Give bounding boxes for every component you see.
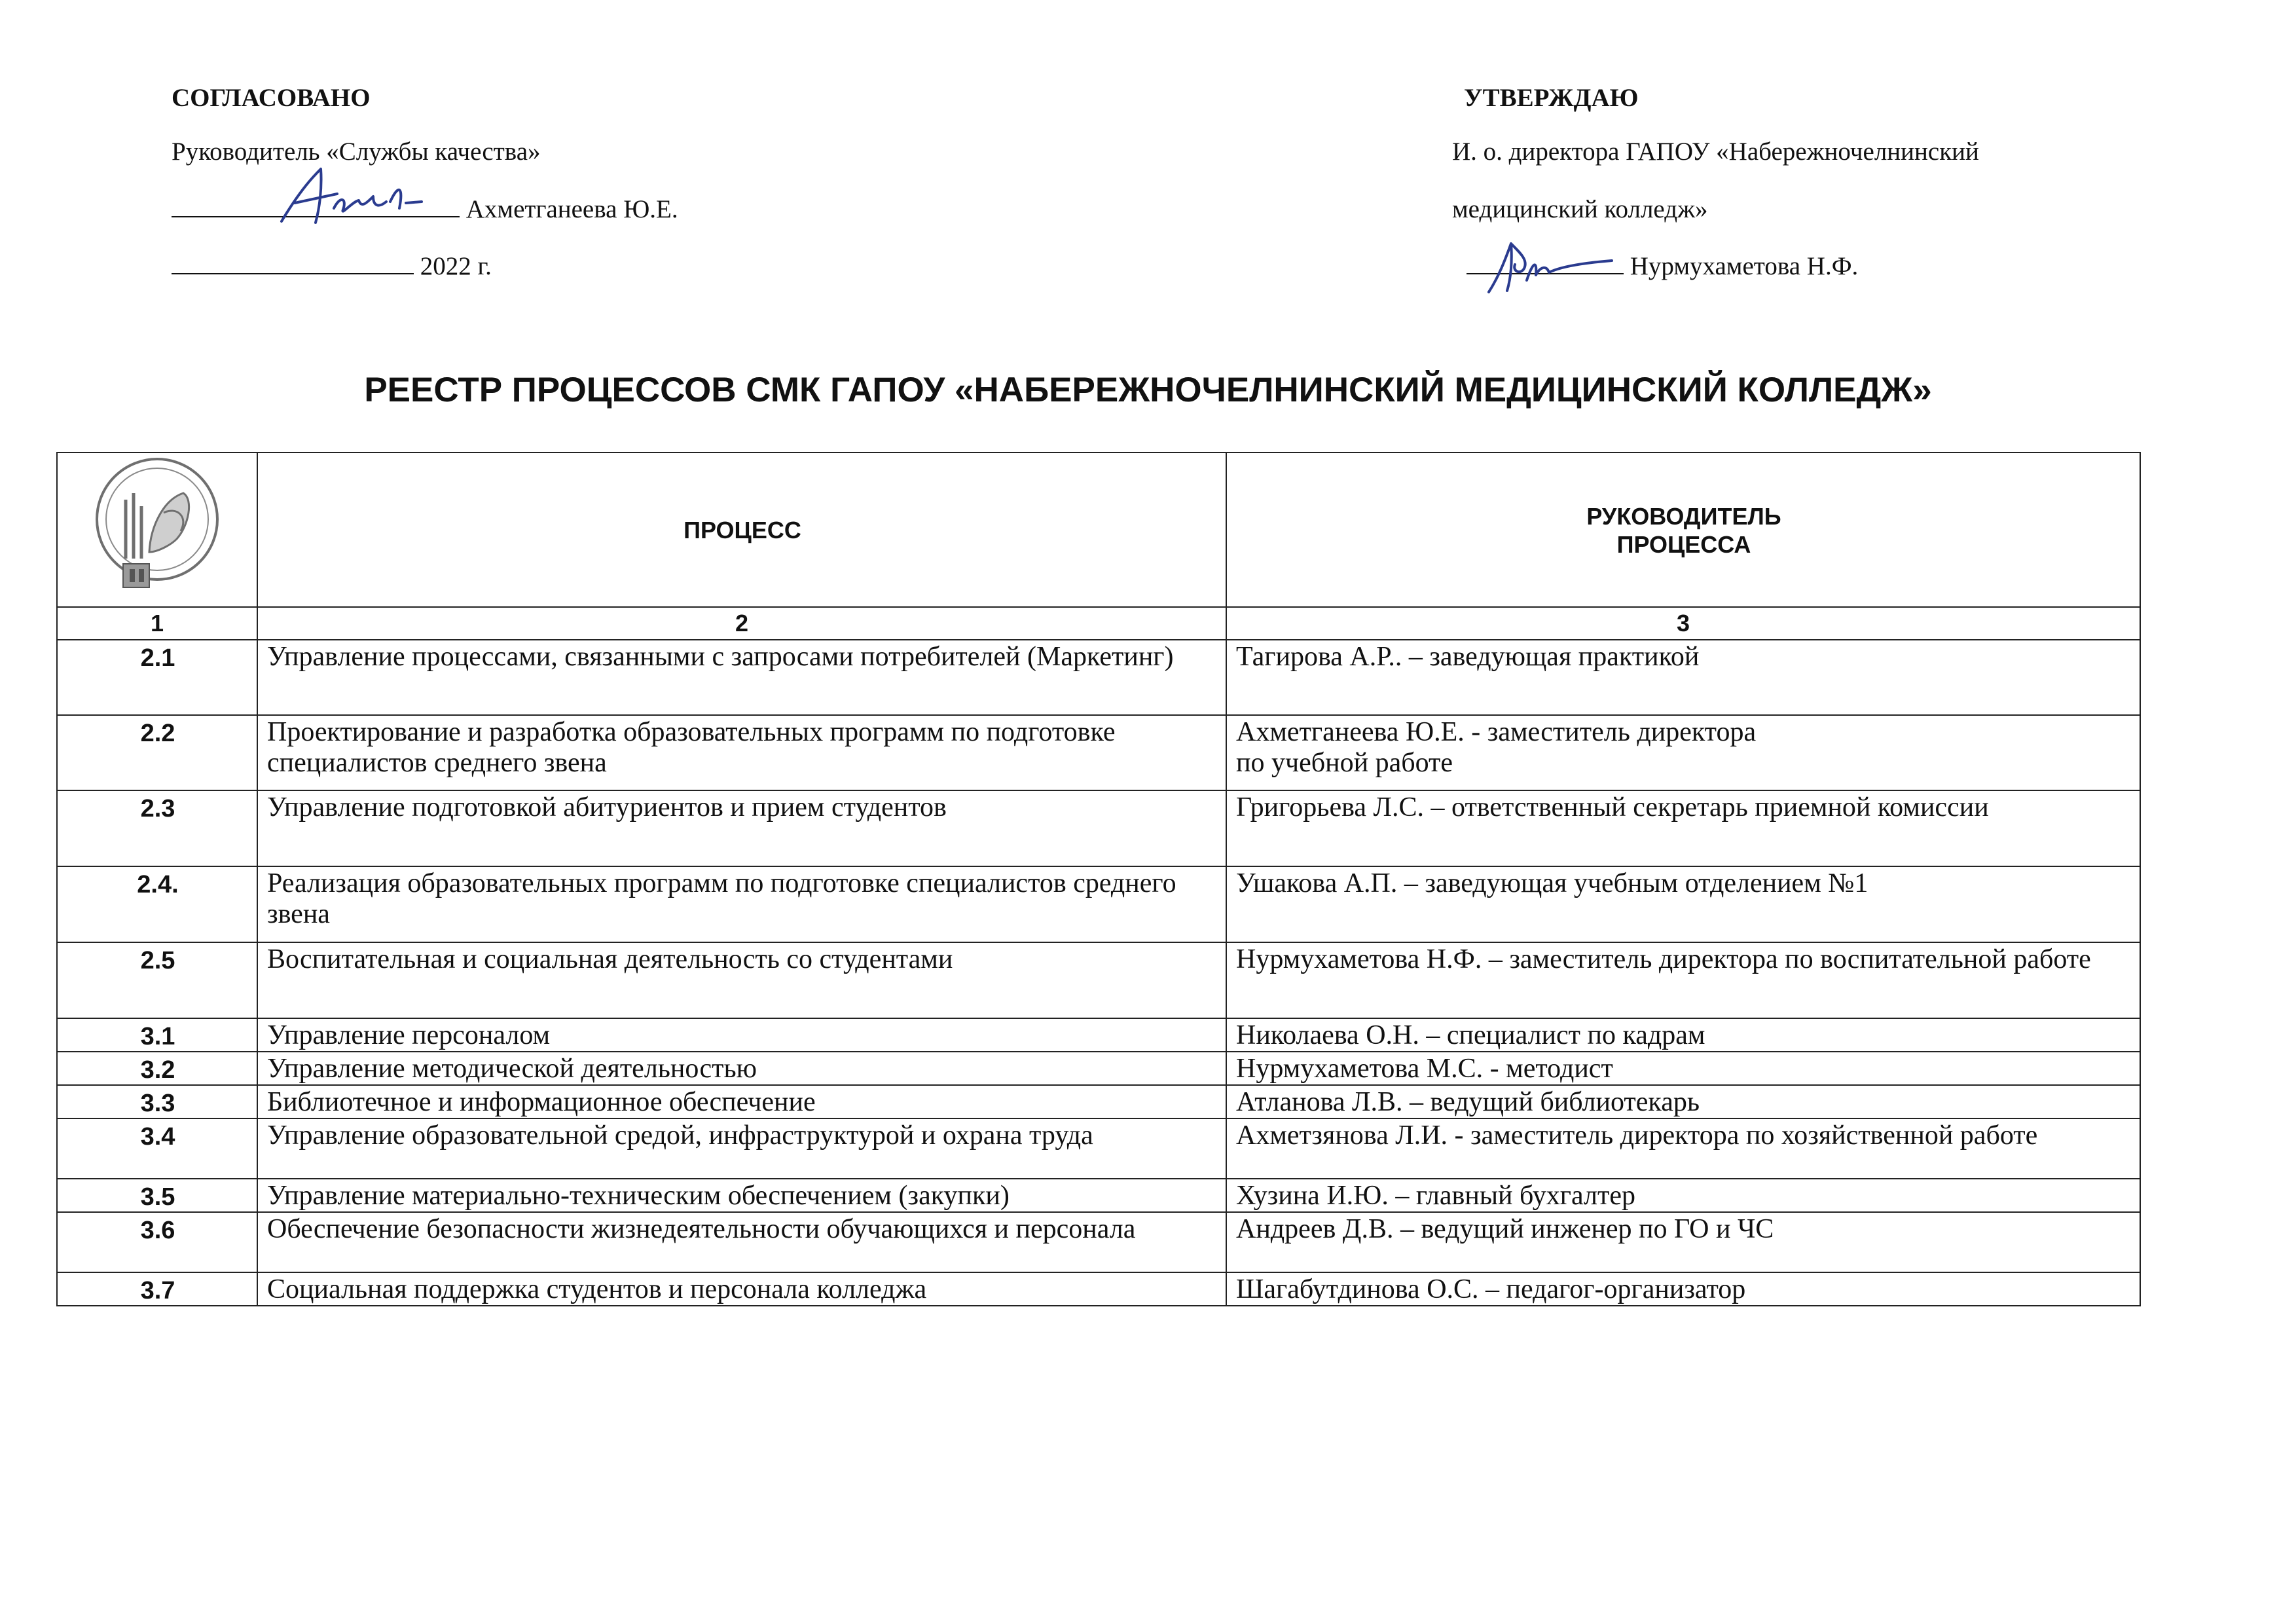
row-number: 2.1 — [57, 640, 257, 715]
left-date: 2022 г. — [420, 252, 492, 280]
row-process: Реализация образовательных программ по подготовке специалистов среднего звена — [257, 866, 1226, 942]
row-owner: Николаева О.Н. – специалист по кадрам — [1226, 1018, 2140, 1052]
row-owner: Шагабутдинова О.С. – педагог-организатор — [1226, 1272, 2140, 1306]
right-position-line2: медицинский колледж» — [1452, 195, 1708, 223]
column-number: 2 — [257, 607, 1226, 640]
row-owner: Атланова Л.В. – ведущий библиотекарь — [1226, 1085, 2140, 1118]
left-signature-name: Ахметганеева Ю.Е. — [465, 195, 678, 223]
signature-right-icon — [1481, 234, 1625, 300]
table-row — [57, 866, 2140, 942]
row-process: Управление материально-техническим обеспечением (закупки) — [257, 1179, 1226, 1212]
row-process: Управление образовательной средой, инфраструктурой и охрана труда — [257, 1118, 1226, 1179]
table-row — [57, 1212, 2140, 1272]
row-process: Управление персоналом — [257, 1018, 1226, 1052]
logo-cell — [57, 452, 257, 607]
date-underline — [172, 273, 414, 274]
column-header-owner-line2: ПРОЦЕССА — [1616, 531, 1751, 558]
approved-heading: СОГЛАСОВАНО — [172, 84, 371, 112]
table-row — [57, 1085, 2140, 1118]
row-process: Управление процессами, связанными с запросами потребителей (Маркетинг) — [257, 640, 1226, 715]
row-process: Библиотечное и информационное обеспечение — [257, 1085, 1226, 1118]
row-owner: Ушакова А.П. – заведующая учебным отделением №1 — [1226, 866, 2140, 942]
signature-left-icon — [275, 162, 432, 234]
column-header-owner-line1: РУКОВОДИТЕЛЬ — [1586, 502, 1781, 530]
table-row — [57, 942, 2140, 1018]
row-number: 3.2 — [57, 1052, 257, 1085]
row-owner: Ахметзянова Л.И. - заместитель директора по хозяйственной работе — [1226, 1118, 2140, 1179]
column-header-process: ПРОЦЕСС — [257, 452, 1226, 607]
row-process: Проектирование и разработка образовательных программ по подготовке специалистов среднего звена — [257, 715, 1226, 790]
table-row — [57, 790, 2140, 866]
row-number: 2.2 — [57, 715, 257, 790]
row-process: Обеспечение безопасности жизнедеятельности обучающихся и персонала — [257, 1212, 1226, 1272]
column-number-row — [57, 607, 2140, 640]
page-title: РЕЕСТР ПРОЦЕССОВ СМК ГАПОУ «НАБЕРЕЖНОЧЕЛНИНСКИЙ МЕДИЦИНСКИЙ КОЛЛЕДЖ» — [364, 371, 1932, 409]
column-number: 1 — [57, 607, 257, 640]
row-number: 2.4. — [57, 866, 257, 942]
row-owner: Нурмухаметова Н.Ф. – заместитель директора по воспитательной работе — [1226, 942, 2140, 1018]
row-number: 3.4 — [57, 1118, 257, 1179]
row-number: 3.1 — [57, 1018, 257, 1052]
right-signature-name: Нурмухаметова Н.Ф. — [1630, 252, 1859, 280]
row-process: Управление методической деятельностью — [257, 1052, 1226, 1085]
row-number: 2.3 — [57, 790, 257, 866]
row-number: 3.6 — [57, 1212, 257, 1272]
table-row — [57, 640, 2140, 715]
column-header-owner — [1226, 452, 2140, 607]
right-position-line1: И. о. директора ГАПОУ «Набережночелнинский — [1452, 138, 1979, 166]
row-process: Социальная поддержка студентов и персонала колледжа — [257, 1272, 1226, 1306]
column-number: 3 — [1226, 607, 2140, 640]
row-owner: Тагирова А.Р.. – заведующая практикой — [1226, 640, 2140, 715]
row-number: 3.5 — [57, 1179, 257, 1212]
table-row — [57, 1179, 2140, 1212]
row-process: Воспитательная и социальная деятельность со студентами — [257, 942, 1226, 1018]
table-row — [57, 1118, 2140, 1179]
table-row — [57, 715, 2140, 790]
table-row — [57, 1052, 2140, 1085]
college-emblem-icon — [79, 454, 236, 598]
row-owner: Нурмухаметова М.С. - методист — [1226, 1052, 2140, 1085]
row-owner: Григорьева Л.С. – ответственный секретарь приемной комиссии — [1226, 790, 2140, 866]
row-owner: Ахметганеева Ю.Е. - заместитель директора по учебной работе — [1226, 715, 2140, 790]
row-process: Управление подготовкой абитуриентов и прием студентов — [257, 790, 1226, 866]
row-number: 3.3 — [57, 1085, 257, 1118]
confirm-heading: УТВЕРЖДАЮ — [1464, 84, 1639, 112]
row-owner: Хузина И.Ю. – главный бухгалтер — [1226, 1179, 2140, 1212]
row-owner: Андреев Д.В. – ведущий инженер по ГО и ЧС — [1226, 1212, 2140, 1272]
table-row — [57, 1018, 2140, 1052]
row-number: 3.7 — [57, 1272, 257, 1306]
left-position: Руководитель «Службы качества» — [172, 138, 541, 166]
row-number: 2.5 — [57, 942, 257, 1018]
process-register-table — [56, 452, 2141, 1306]
left-date-line — [172, 252, 492, 282]
table-header-row — [57, 452, 2140, 607]
table-row — [57, 1272, 2140, 1306]
